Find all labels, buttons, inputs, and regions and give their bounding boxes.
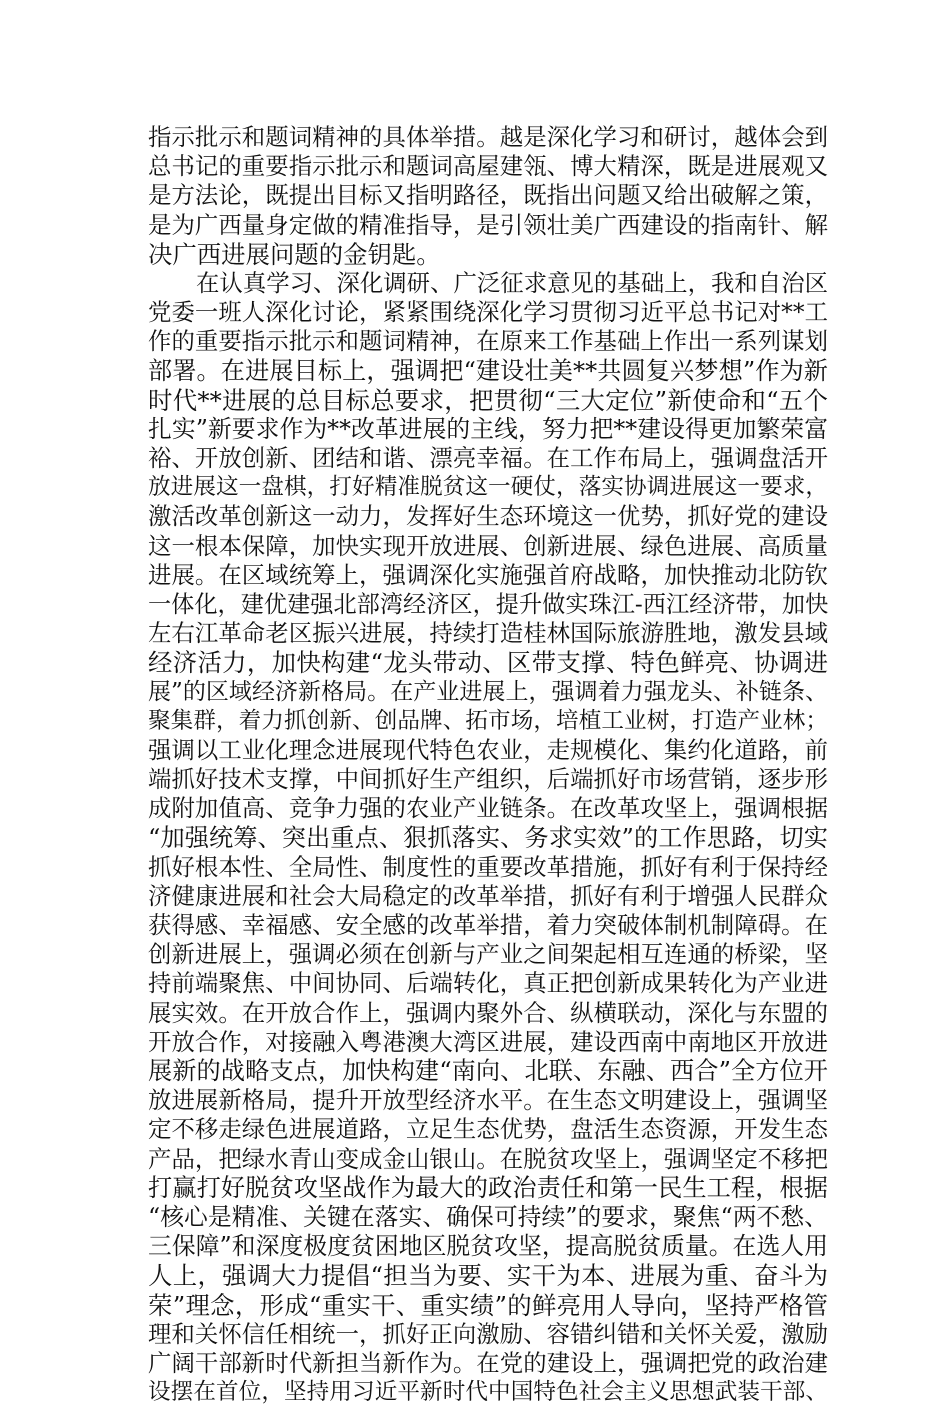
text-line: 三保障”和深度极度贫困地区脱贫攻坚，提高脱贫质量。在选人用: [148, 1232, 828, 1261]
text-line: 展实效。在开放合作上，强调内聚外合、纵横联动，深化与东盟的: [148, 998, 828, 1027]
text-line: 扎实”新要求作为**改革进展的主线，努力把**建设得更加繁荣富: [148, 414, 828, 443]
text-line: 打赢打好脱贫攻坚战作为最大的政治责任和第一民生工程，根据: [148, 1173, 828, 1202]
text-line: 聚集群，着力抓创新、创品牌、拓市场，培植工业树，打造产业林；: [148, 707, 828, 734]
body-text: [148, 123, 828, 1407]
text-line: 端抓好技术支撑，中间抓好生产组织，后端抓好市场营销，逐步形: [148, 765, 828, 794]
text-line: 获得感、幸福感、安全感的改革举措，着力突破体制机制障碍。在: [148, 911, 828, 940]
text-line: 是方法论，既提出目标又指明路径，既指出问题又给出破解之策，: [148, 181, 828, 210]
text-line: 放进展这一盘棋，打好精准脱贫这一硬仗，落实协调进展这一要求，: [148, 474, 828, 501]
text-line: 左右江革命老区振兴进展，持续打造桂林国际旅游胜地，激发县域: [148, 619, 828, 648]
text-line: 是为广西量身定做的精准指导，是引领壮美广西建设的指南针、解: [148, 210, 828, 239]
text-line: 总书记的重要指示批示和题词高屋建瓴、博大精深，既是进展观又: [148, 152, 828, 181]
text-line: 指示批示和题词精神的具体举措。越是深化学习和研讨，越体会到: [148, 123, 828, 151]
text-line: 产品，把绿水青山变成金山银山。在脱贫攻坚上，强调坚定不移把: [148, 1144, 828, 1173]
text-line: 进展。在区域统筹上，强调深化实施强首府战略，加快推动北防钦: [148, 560, 828, 589]
text-line: 这一根本保障，加快实现开放进展、创新进展、绿色进展、高质量: [148, 531, 828, 560]
text-line: 展新的战略支点，加快构建“南向、北联、东融、西合”全方位开: [148, 1057, 828, 1085]
text-line: 成附加值高、竞争力强的农业产业链条。在改革攻坚上，强调根据: [148, 794, 828, 823]
text-line: “核心是精准、关键在落实、确保可持续”的要求，聚焦“两不愁、: [148, 1202, 828, 1231]
text-line: 人上，强调大力提倡“担当为要、实干为本、进展为重、奋斗为: [148, 1261, 828, 1291]
text-line: 理和关怀信任相统一，抓好正向激励、容错纠错和关怀关爱，激励: [148, 1319, 828, 1348]
text-line: 裕、开放创新、团结和谐、漂亮幸福。在工作布局上，强调盘活开: [148, 444, 828, 473]
text-line: 济健康进展和社会大局稳定的改革举措，抓好有利于增强人民群众: [148, 881, 828, 910]
text-line: 广阔干部新时代新担当新作为。在党的建设上，强调把党的政治建: [148, 1348, 828, 1377]
text-line: 放进展新格局，提升开放型经济水平。在生态文明建设上，强调坚: [148, 1086, 828, 1115]
text-line: 荣”理念，形成“重实干、重实绩”的鲜亮用人导向，坚持严格管: [148, 1290, 828, 1320]
text-line: 时代**进展的总目标总要求，把贯彻“三大定位”新使命和“五个: [148, 385, 828, 415]
text-line: “加强统筹、突出重点、狠抓落实、务求实效”的工作思路，切实: [148, 823, 828, 852]
text-line: 抓好根本性、全局性、制度性的重要改革措施，抓好有利于保持经: [148, 852, 828, 881]
text-line: 一体化，建优建强北部湾经济区，提升做实珠江-西江经济带，加快: [148, 591, 829, 618]
text-line: 决广西进展问题的金钥匙。: [148, 239, 441, 269]
text-line: 开放合作，对接融入粤港澳大湾区进展，建设西南中南地区开放进: [148, 1027, 828, 1056]
text-line: 作的重要指示批示和题词精神，在原来工作基础上作出一系列谋划: [148, 327, 828, 356]
text-line: 党委一班人深化讨论，紧紧围绕深化学习贯彻习近平总书记对**工: [148, 298, 828, 327]
text-line: 设摆在首位，坚持用习近平新时代中国特色社会主义思想武装干部、: [148, 1379, 828, 1406]
paragraph-start-line: 在认真学习、深化调研、广泛征求意见的基础上，我和自治区: [196, 268, 828, 297]
text-line: 经济活力，加快构建“龙头带动、区带支撑、特色鲜亮、协调进: [148, 648, 828, 678]
text-line: 部署。在进展目标上，强调把“建设壮美**共圆复兴梦想”作为新: [148, 356, 828, 385]
text-line: 创新进展上，强调必须在创新与产业之间架起相互连通的桥梁，坚: [148, 940, 828, 969]
text-line: 强调以工业化理念进展现代特色农业，走规模化、集约化道路，前: [148, 735, 828, 764]
text-line: 定不移走绿色进展道路，立足生态优势，盘活生态资源，开发生态: [148, 1115, 828, 1144]
text-line: 持前端聚焦、中间协同、后端转化，真正把创新成果转化为产业进: [148, 969, 828, 998]
text-line: 激活改革创新这一动力，发挥好生态环境这一优势，抓好党的建设: [148, 502, 828, 531]
text-line: 展”的区域经济新格局。在产业进展上，强调着力强龙头、补链条、: [148, 678, 828, 705]
